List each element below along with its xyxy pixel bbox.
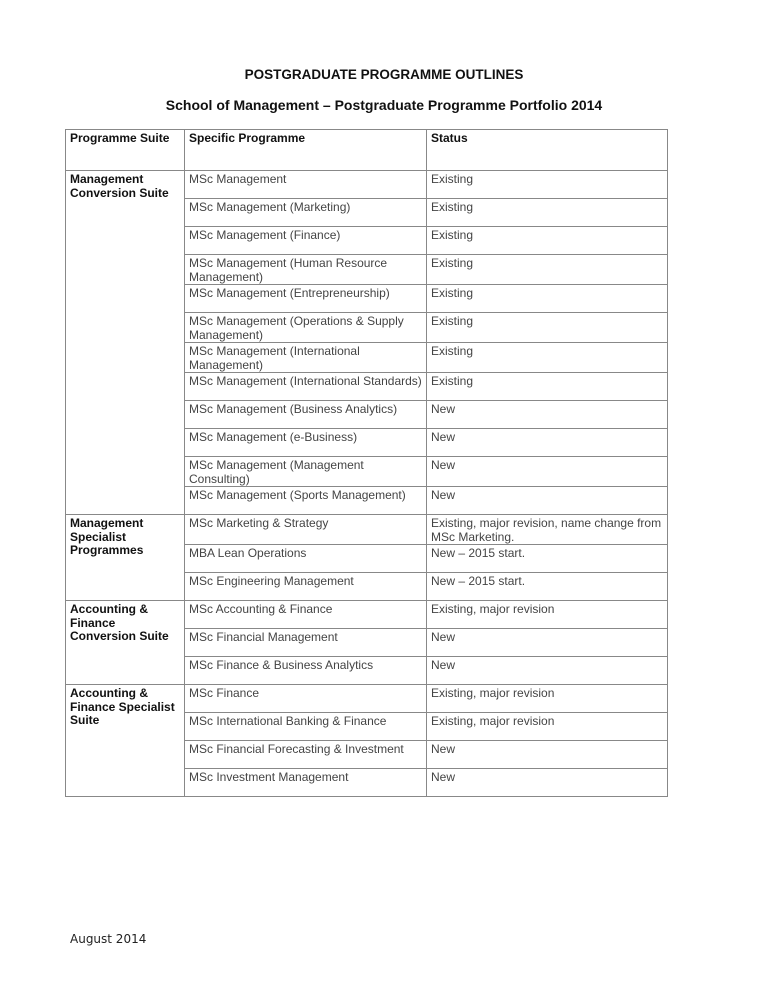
- programme-cell: MSc Financial Management: [185, 629, 427, 657]
- status-cell: Existing, major revision: [427, 685, 668, 713]
- programme-cell: MSc Management (Finance): [185, 227, 427, 255]
- status-cell: Existing, major revision, name change from MSc Marketing.: [427, 515, 668, 545]
- status-cell: New – 2015 start.: [427, 573, 668, 601]
- status-cell: New: [427, 487, 668, 515]
- programme-cell: MSc Finance: [185, 685, 427, 713]
- status-cell: New: [427, 769, 668, 797]
- status-cell: New – 2015 start.: [427, 545, 668, 573]
- table-row: [66, 685, 668, 713]
- programme-cell: MSc International Banking & Finance: [185, 713, 427, 741]
- status-cell: Existing: [427, 373, 668, 401]
- document-subtitle: School of Management – Postgraduate Programme Portfolio 2014: [165, 97, 603, 113]
- status-cell: New: [427, 429, 668, 457]
- status-cell: Existing: [427, 171, 668, 199]
- footer-date: August 2014: [70, 932, 147, 946]
- status-cell: New: [427, 457, 668, 487]
- status-cell: New: [427, 657, 668, 685]
- status-cell: Existing: [427, 255, 668, 285]
- programme-cell: MBA Lean Operations: [185, 545, 427, 573]
- status-cell: New: [427, 629, 668, 657]
- programme-cell: MSc Management (Sports Management): [185, 487, 427, 515]
- status-cell: Existing: [427, 313, 668, 343]
- status-cell: Existing: [427, 285, 668, 313]
- programme-cell: MSc Management (Entrepreneurship): [185, 285, 427, 313]
- programme-suite-cell: Accounting & Finance Conversion Suite: [66, 601, 185, 685]
- programme-cell: MSc Management: [185, 171, 427, 199]
- status-cell: New: [427, 741, 668, 769]
- programme-cell: MSc Management (Operations & Supply Management): [185, 313, 427, 343]
- programme-cell: MSc Investment Management: [185, 769, 427, 797]
- status-cell: Existing, major revision: [427, 601, 668, 629]
- programme-cell: MSc Management (Human Resource Management): [185, 255, 427, 285]
- status-cell: Existing: [427, 199, 668, 227]
- programme-cell: MSc Finance & Business Analytics: [185, 657, 427, 685]
- status-cell: Existing: [427, 227, 668, 255]
- status-cell: New: [427, 401, 668, 429]
- header-programme-suite: Programme Suite: [66, 130, 185, 171]
- programme-cell: MSc Management (Management Consulting): [185, 457, 427, 487]
- table-header-row: [66, 130, 668, 171]
- programme-cell: MSc Management (International Management): [185, 343, 427, 373]
- programme-suite-cell: Accounting & Finance Specialist Suite: [66, 685, 185, 797]
- document-title: POSTGRADUATE PROGRAMME OUTLINES: [244, 67, 524, 82]
- programme-suite-cell: Management Specialist Programmes: [66, 515, 185, 601]
- programme-cell: MSc Accounting & Finance: [185, 601, 427, 629]
- programme-cell: MSc Management (Business Analytics): [185, 401, 427, 429]
- table-row: [66, 601, 668, 629]
- header-specific-programme: Specific Programme: [185, 130, 427, 171]
- programme-cell: MSc Management (Marketing): [185, 199, 427, 227]
- table-row: [66, 515, 668, 545]
- programme-table: [65, 129, 668, 797]
- programme-cell: MSc Marketing & Strategy: [185, 515, 427, 545]
- programme-cell: MSc Management (International Standards): [185, 373, 427, 401]
- header-status: Status: [427, 130, 668, 171]
- status-cell: Existing: [427, 343, 668, 373]
- table-row: [66, 171, 668, 199]
- programme-suite-cell: Management Conversion Suite: [66, 171, 185, 515]
- status-cell: Existing, major revision: [427, 713, 668, 741]
- programme-cell: MSc Engineering Management: [185, 573, 427, 601]
- programme-cell: MSc Management (e-Business): [185, 429, 427, 457]
- programme-cell: MSc Financial Forecasting & Investment: [185, 741, 427, 769]
